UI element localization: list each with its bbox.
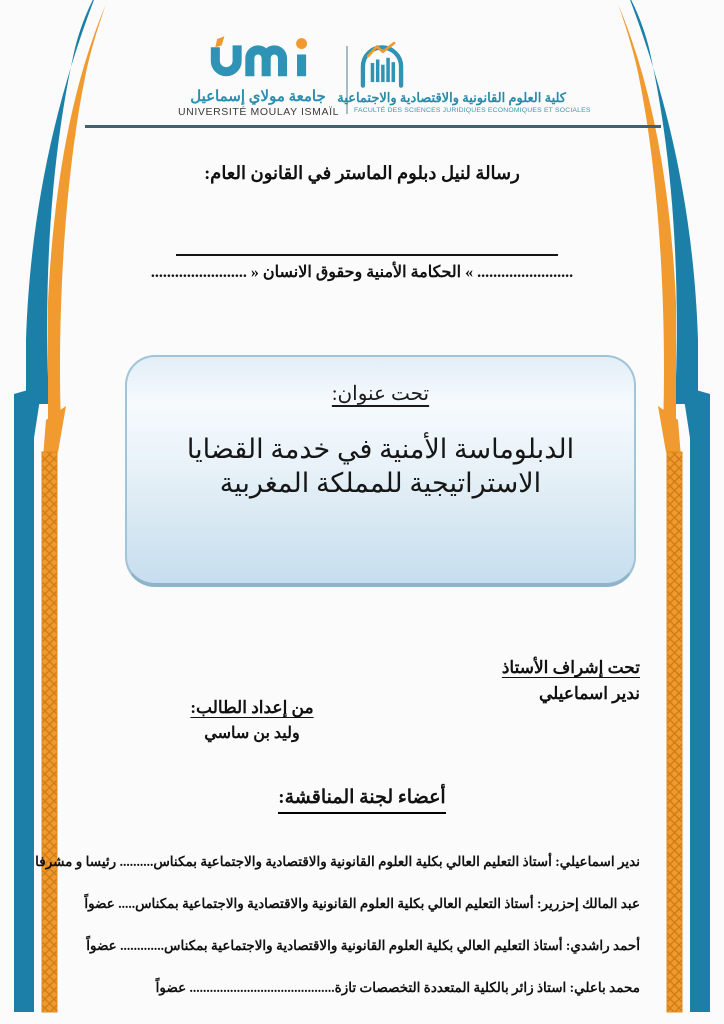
title-box-label: تحت عنوان:: [331, 383, 430, 405]
committee-heading: أعضاء لجنة المناقشة:: [278, 786, 445, 814]
subject-underline: [176, 254, 558, 256]
student-label: من إعداد الطالب:: [190, 698, 314, 717]
degree-statement: رسالة لنيل دبلوم الماستر في القانون العام:: [204, 163, 520, 183]
university-name-french: UNIVERSITÉ MOULAY ISMAÏL: [178, 106, 340, 118]
subject-dots-left: ........................: [150, 264, 247, 281]
university-name-arabic: جامعة مولاي إسماعيل: [190, 89, 326, 105]
faculty-name-arabic: كلية العلوم القانونية والاقتصادية والاجتماعية: [337, 90, 566, 105]
committee-list: [14, 852, 640, 1020]
faculty-name-french: FACULTÉ DES SCIENCES JURIDIQUES ECONOMIQUES ET SOCIALES: [354, 107, 591, 114]
header-rule: [85, 125, 661, 128]
student-block: [186, 698, 318, 743]
subject-quote-close: «: [465, 264, 474, 281]
umi-logo-icon: [199, 36, 317, 82]
supervisor-block: [502, 658, 640, 704]
committee-member: أحمد راشدي: أستاذ التعليم العالي بكلية العلوم القانونية والاقتصادية والاجتماعية بمكناس............. عضواً: [86, 938, 640, 953]
subject-line: [60, 262, 664, 282]
subject-quote-open: »: [250, 264, 259, 281]
faculty-logo-block: [337, 38, 591, 115]
committee-heading-wrap: [0, 786, 724, 814]
faculty-arch-icon: [356, 38, 408, 88]
supervisor-label: تحت إشراف الأستاذ: [501, 658, 640, 677]
supervisor-name: ندير اسماعيلي: [538, 684, 640, 703]
subject-dots-right: ........................: [477, 264, 574, 281]
thesis-title-box: [125, 355, 636, 587]
committee-member: عبد المالك إحزرير: أستاذ التعليم العالي بكلية العلوم القانونية والاقتصادية والاجتماعية بمكناس..... عضواً: [84, 896, 640, 911]
student-name: وليد بن ساسي: [204, 725, 300, 742]
subject-text: الحكامة الأمنية وحقوق الانسان: [262, 264, 462, 281]
thesis-title: الدبلوماسة الأمنية في خدمة القضايا الاستراتيجية للمملكة المغربية: [186, 434, 575, 498]
committee-member: محمد باعلي: استاذ زائر بالكلية المتعددة التخصصات تازة........................................... عضواً: [155, 980, 640, 995]
university-logo-block: [178, 36, 338, 119]
committee-member: ندير اسماعيلي: أستاذ التعليم العالي بكلية العلوم القانونية والاقتصادية والاجتماعية بمكناس.......... رئيسا و مشرفا: [35, 854, 640, 869]
